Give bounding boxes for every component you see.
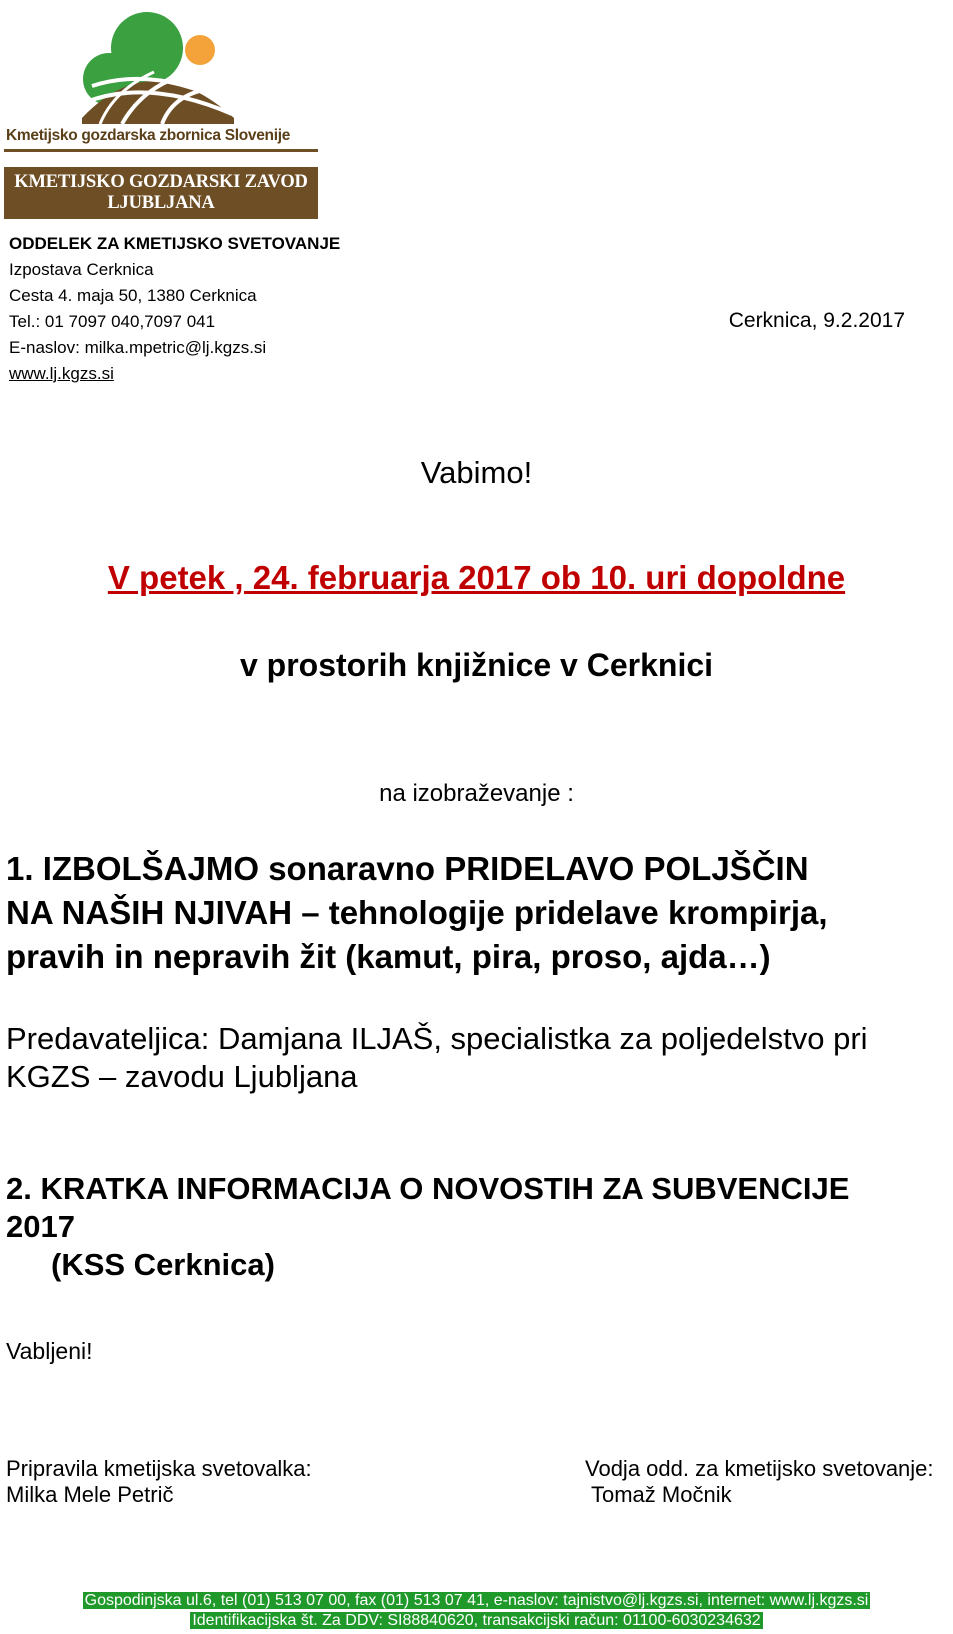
lecturer-line-2: KGZS – zavodu Ljubljana [6, 1059, 358, 1094]
branch-name: Izpostava Cerknica [9, 260, 154, 279]
logo-divider [4, 149, 318, 152]
signature-right-name: Tomaž Močnik [591, 1482, 732, 1507]
signature-right [585, 1456, 934, 1508]
topic-2 [6, 1170, 941, 1284]
kgzs-logo [4, 6, 324, 221]
event-location: v prostorih knjižnice v Cerknici [239, 647, 714, 683]
letter-date: Cerknica, 9.2.2017 [728, 309, 905, 332]
signature-left-role: Pripravila kmetijska svetovalka: [6, 1456, 312, 1481]
topic-1-line-1: 1. IZBOLŠAJMO sonaravno PRIDELAVO POLJŠČIN [6, 850, 809, 887]
topic-2-organizer: (KSS Cerknica) [51, 1247, 275, 1282]
closing-welcome: Vabljeni! [6, 1338, 93, 1364]
topic-1 [6, 847, 941, 979]
sender-address-block [9, 231, 340, 387]
signature-left-name: Milka Mele Petrič [6, 1482, 174, 1507]
footer-line-2: Identifikacijska št. Za DDV: SI88840620, transakcijski račun: 01100-6030234632 [192, 1612, 761, 1629]
phone-numbers: Tel.: 01 7097 040,7097 041 [9, 312, 216, 331]
topic-2-line-1: 2. KRATKA INFORMACIJA O NOVOSTIH ZA SUBVENCIJE [6, 1171, 850, 1206]
footer-line-1: Gospodinjska ul.6, tel (01) 513 07 00, fax (01) 513 07 41, e-naslov: tajnistvo@lj.kgzs.si, internet: www.lj.kgzs.si [84, 1592, 869, 1609]
email-address: E-naslov: milka.mpetric@lj.kgzs.si [9, 338, 267, 357]
topic-1-line-2: NA NAŠIH NJIVAH – tehnologije pridelave krompirja, [6, 894, 828, 931]
topic-2-line-2: 2017 [6, 1209, 75, 1244]
page-footer [0, 1591, 953, 1631]
department-name: ODDELEK ZA KMETIJSKO SVETOVANJE [9, 234, 341, 253]
institute-name-line1: KMETIJSKO GOZDARSKI ZAVOD [14, 172, 308, 192]
signature-right-role: Vodja odd. za kmetijsko svetovanje: [585, 1456, 934, 1481]
chamber-name: Kmetijsko gozdarska zbornica Slovenije [6, 127, 291, 144]
course-intro: na izobraževanje : [379, 780, 574, 807]
invitation-heading: Vabimo! [420, 455, 533, 490]
event-datetime: V petek , 24. februarja 2017 ob 10. uri dopoldne [107, 559, 846, 596]
lecturer-info [6, 1020, 941, 1096]
lecturer-line-1: Predavateljica: Damjana ILJAŠ, specialistka za poljedelstvo pri [6, 1021, 868, 1056]
signature-left [6, 1456, 312, 1508]
website-link[interactable]: www.lj.kgzs.si [9, 364, 114, 383]
kgzs-logo-icon [4, 6, 324, 131]
street-address: Cesta 4. maja 50, 1380 Cerknica [9, 286, 257, 305]
institute-plate [4, 167, 318, 219]
topic-1-line-3: pravih in nepravih žit (kamut, pira, proso, ajda…) [6, 938, 771, 975]
institute-name-line2: LJUBLJANA [107, 193, 215, 213]
